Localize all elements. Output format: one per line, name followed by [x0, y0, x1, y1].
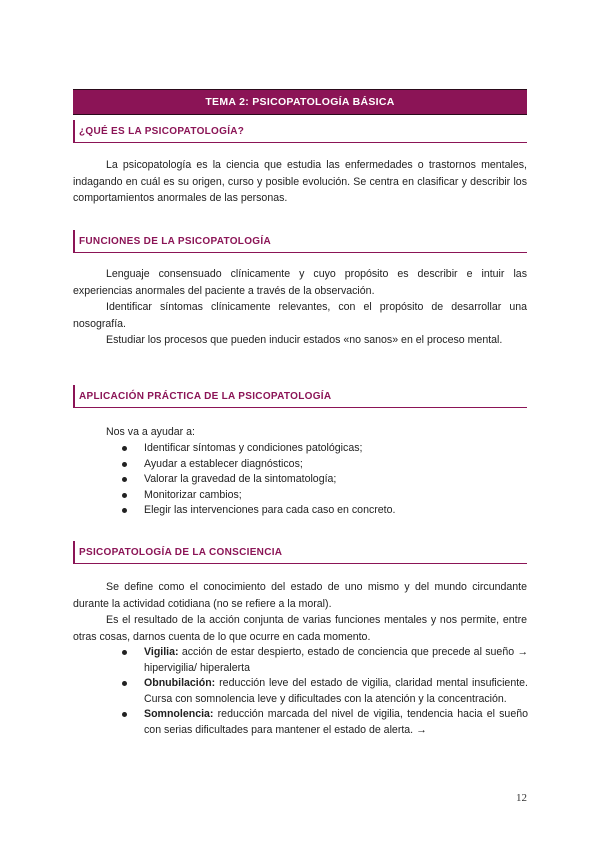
- application-list: [118, 441, 528, 519]
- document-title: TEMA 2: PSICOPATOLOGÍA BÁSICA: [73, 89, 527, 115]
- section-heading-que-es: ¿QUÉ ES LA PSICOPATOLOGÍA?: [73, 120, 527, 143]
- definition-item-vigilia: Vigilia: acción de estar despierto, estado de conciencia que precede al sueño → hipervigilia/ hiperalerta: [118, 645, 528, 676]
- definition-list: [118, 645, 528, 738]
- list-intro: Nos va a ayudar a:: [106, 426, 195, 438]
- bullet-icon: [122, 477, 127, 482]
- paragraph: Lenguaje consensuado clínicamente y cuyo propósito es describir e intuir las experiencias anormales del paciente a través de la observación.: [73, 268, 527, 297]
- paragraph: La psicopatología es la ciencia que estudia las enfermedades o trastornos mentales, indagando en cuál es su origen, curso y posible evolución. Se centra en clasificar y describir los comportamientos anormales de las personas.: [73, 159, 527, 204]
- list-item: Elegir las intervenciones para cada caso en concreto.: [118, 503, 528, 519]
- paragraph: Identificar síntomas clínicamente relevantes, con el propósito de desarrollar una nosografía.: [73, 301, 527, 330]
- section-heading-funciones: FUNCIONES DE LA PSICOPATOLOGÍA: [73, 230, 527, 253]
- paragraph: Es el resultado de la acción conjunta de varias funciones mentales y nos permite, entre otras cosas, darnos cuenta de lo que ocurre en cada momento.: [73, 614, 527, 643]
- bullet-icon: [122, 462, 127, 467]
- bullet-icon: [122, 508, 127, 513]
- paragraph: Se define como el conocimiento del estado de uno mismo y del mundo circundante durante la actividad cotidiana (no se refiere a la moral).: [73, 581, 527, 610]
- section-heading-consciencia: PSICOPATOLOGÍA DE LA CONSCIENCIA: [73, 541, 527, 564]
- list-item: Monitorizar cambios;: [118, 488, 528, 504]
- bullet-icon: [122, 681, 127, 686]
- bullet-icon: [122, 712, 127, 717]
- definition-item-somnolencia: Somnolencia: reducción marcada del nivel de vigilia, tendencia hacia el sueño con serias dificultades para mantener el estado de alerta. →: [118, 707, 528, 738]
- definition-item-obnubilacion: Obnubilación: reducción leve del estado de vigilia, claridad mental insuficiente. Cursa con somnolencia leve y dificultades con la atención y la concentración.: [118, 676, 528, 707]
- bullet-icon: [122, 650, 127, 655]
- bullet-icon: [122, 446, 127, 451]
- section-heading-aplicacion: APLICACIÓN PRÁCTICA DE LA PSICOPATOLOGÍA: [73, 385, 527, 408]
- bullet-icon: [122, 493, 127, 498]
- list-item: Identificar síntomas y condiciones patológicas;: [118, 441, 528, 457]
- page-number: 12: [516, 792, 527, 804]
- paragraph: Estudiar los procesos que pueden inducir estados «no sanos» en el proceso mental.: [106, 334, 503, 346]
- list-item: Valorar la gravedad de la sintomatología;: [118, 472, 528, 488]
- list-item: Ayudar a establecer diagnósticos;: [118, 457, 528, 473]
